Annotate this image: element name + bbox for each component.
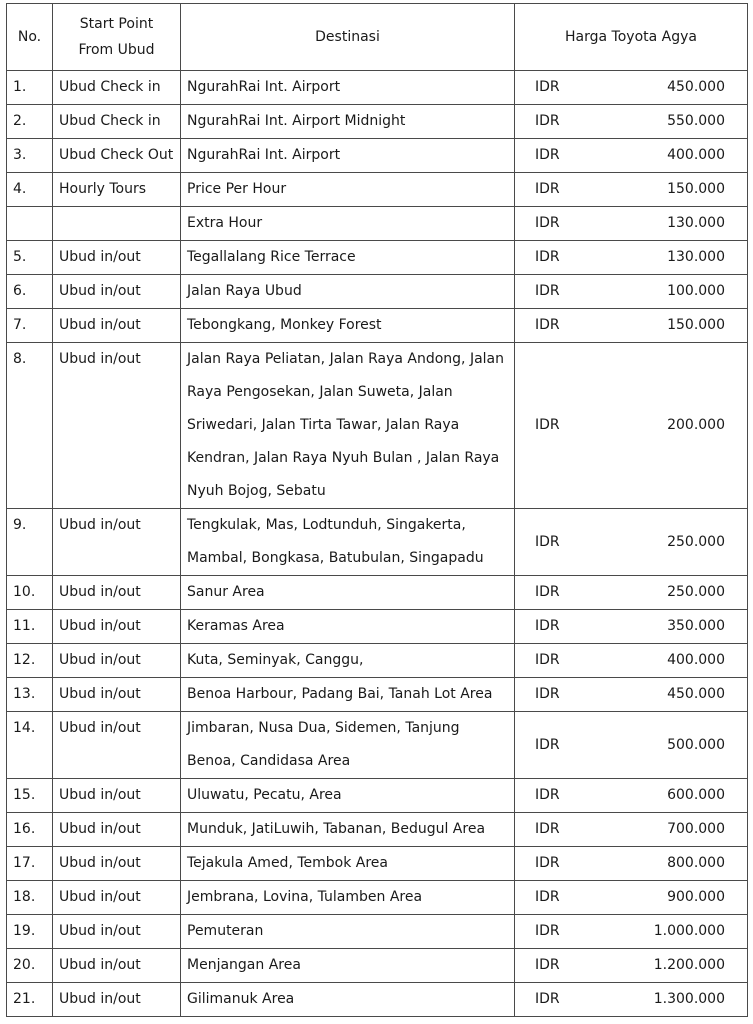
row-currency: IDR bbox=[535, 249, 560, 265]
row-price-cell bbox=[515, 241, 748, 275]
header-no: No. bbox=[7, 4, 53, 71]
row-start-point: Ubud in/out bbox=[53, 678, 181, 712]
row-start-point: Ubud in/out bbox=[53, 779, 181, 813]
row-start-point: Hourly Tours bbox=[53, 173, 181, 207]
row-currency: IDR bbox=[535, 957, 560, 973]
row-number: 3. bbox=[7, 139, 53, 173]
row-destination: Benoa Harbour, Padang Bai, Tanah Lot Area bbox=[181, 678, 515, 712]
row-price: 150.000 bbox=[667, 181, 725, 197]
row-number: 4. bbox=[7, 173, 53, 207]
row-start-point: Ubud Check Out bbox=[53, 139, 181, 173]
row-price: 450.000 bbox=[667, 79, 725, 95]
row-price: 800.000 bbox=[667, 855, 725, 871]
table-row bbox=[7, 309, 748, 343]
row-number: 2. bbox=[7, 105, 53, 139]
header-start-line1: Start Point bbox=[79, 16, 154, 32]
row-start-point: Ubud in/out bbox=[53, 813, 181, 847]
row-start-point: Ubud in/out bbox=[53, 509, 181, 576]
header-destination: Destinasi bbox=[181, 4, 515, 71]
table-header-row bbox=[7, 4, 748, 71]
row-start-point: Ubud in/out bbox=[53, 576, 181, 610]
row-number: 19. bbox=[7, 915, 53, 949]
header-price: Harga Toyota Agya bbox=[515, 4, 748, 71]
row-price-cell bbox=[515, 712, 748, 779]
row-number: 20. bbox=[7, 949, 53, 983]
row-number: 13. bbox=[7, 678, 53, 712]
row-price: 900.000 bbox=[667, 889, 725, 905]
row-price-cell bbox=[515, 139, 748, 173]
row-destination: Tebongkang, Monkey Forest bbox=[181, 309, 515, 343]
row-number: 1. bbox=[7, 71, 53, 105]
row-price: 250.000 bbox=[667, 533, 725, 550]
row-start-point: Ubud in/out bbox=[53, 712, 181, 779]
row-price-cell bbox=[515, 207, 748, 241]
table-row bbox=[7, 576, 748, 610]
row-destination: Tengkulak, Mas, Lodtunduh, Singakerta, Mambal, Bongkasa, Batubulan, Singapadu bbox=[181, 509, 515, 576]
row-destination: Jalan Raya Ubud bbox=[181, 275, 515, 309]
row-price-cell bbox=[515, 779, 748, 813]
row-destination: Pemuteran bbox=[181, 915, 515, 949]
row-start-point bbox=[53, 207, 181, 241]
row-price-cell bbox=[515, 275, 748, 309]
row-price-cell bbox=[515, 915, 748, 949]
row-price-cell bbox=[515, 949, 748, 983]
row-number: 9. bbox=[7, 509, 53, 576]
row-start-point: Ubud in/out bbox=[53, 610, 181, 644]
table-body bbox=[7, 71, 748, 1017]
row-price: 1.200.000 bbox=[653, 957, 725, 973]
table-row bbox=[7, 275, 748, 309]
row-price: 400.000 bbox=[667, 652, 725, 668]
header-start-line2: From Ubud bbox=[78, 42, 155, 58]
row-currency: IDR bbox=[535, 283, 560, 299]
row-number bbox=[7, 207, 53, 241]
row-currency: IDR bbox=[535, 147, 560, 163]
table-row bbox=[7, 915, 748, 949]
row-number: 15. bbox=[7, 779, 53, 813]
row-destination: Price Per Hour bbox=[181, 173, 515, 207]
row-price-cell bbox=[515, 813, 748, 847]
row-price-cell bbox=[515, 343, 748, 509]
row-price: 550.000 bbox=[667, 113, 725, 129]
table-row bbox=[7, 139, 748, 173]
row-price: 500.000 bbox=[667, 736, 725, 753]
table-row bbox=[7, 207, 748, 241]
row-number: 14. bbox=[7, 712, 53, 779]
row-currency: IDR bbox=[535, 533, 560, 550]
row-price-cell bbox=[515, 983, 748, 1017]
row-price: 150.000 bbox=[667, 317, 725, 333]
row-destination: Tejakula Amed, Tembok Area bbox=[181, 847, 515, 881]
row-number: 12. bbox=[7, 644, 53, 678]
row-price-cell bbox=[515, 610, 748, 644]
row-destination: Jimbaran, Nusa Dua, Sidemen, Tanjung Benoa, Candidasa Area bbox=[181, 712, 515, 779]
table-row bbox=[7, 71, 748, 105]
row-destination: Sanur Area bbox=[181, 576, 515, 610]
row-price: 600.000 bbox=[667, 787, 725, 803]
table-row bbox=[7, 173, 748, 207]
row-currency: IDR bbox=[535, 79, 560, 95]
row-price-cell bbox=[515, 881, 748, 915]
table-row bbox=[7, 509, 748, 576]
row-destination: Keramas Area bbox=[181, 610, 515, 644]
row-price: 700.000 bbox=[667, 821, 725, 837]
row-price-cell bbox=[515, 678, 748, 712]
row-number: 10. bbox=[7, 576, 53, 610]
row-price: 400.000 bbox=[667, 147, 725, 163]
row-number: 17. bbox=[7, 847, 53, 881]
table-row bbox=[7, 105, 748, 139]
row-price-cell bbox=[515, 309, 748, 343]
row-start-point: Ubud in/out bbox=[53, 309, 181, 343]
row-price-cell bbox=[515, 644, 748, 678]
table-row bbox=[7, 241, 748, 275]
row-price-cell bbox=[515, 847, 748, 881]
row-start-point: Ubud in/out bbox=[53, 343, 181, 509]
row-number: 8. bbox=[7, 343, 53, 509]
row-number: 16. bbox=[7, 813, 53, 847]
row-price: 1.300.000 bbox=[653, 991, 725, 1007]
table-row bbox=[7, 343, 748, 509]
row-start-point: Ubud in/out bbox=[53, 949, 181, 983]
row-currency: IDR bbox=[535, 652, 560, 668]
table-row bbox=[7, 712, 748, 779]
row-destination: Uluwatu, Pecatu, Area bbox=[181, 779, 515, 813]
row-destination: Kuta, Seminyak, Canggu, bbox=[181, 644, 515, 678]
row-number: 21. bbox=[7, 983, 53, 1017]
row-currency: IDR bbox=[535, 113, 560, 129]
row-destination: Menjangan Area bbox=[181, 949, 515, 983]
header-start-point bbox=[53, 4, 181, 71]
row-price-cell bbox=[515, 105, 748, 139]
row-currency: IDR bbox=[535, 181, 560, 197]
table-row bbox=[7, 610, 748, 644]
row-price: 1.000.000 bbox=[653, 923, 725, 939]
row-price: 100.000 bbox=[667, 283, 725, 299]
row-currency: IDR bbox=[535, 821, 560, 837]
row-number: 11. bbox=[7, 610, 53, 644]
row-number: 5. bbox=[7, 241, 53, 275]
table-row bbox=[7, 881, 748, 915]
row-destination: Munduk, JatiLuwih, Tabanan, Bedugul Area bbox=[181, 813, 515, 847]
row-start-point: Ubud in/out bbox=[53, 983, 181, 1017]
row-price-cell bbox=[515, 509, 748, 576]
row-destination: NgurahRai Int. Airport bbox=[181, 71, 515, 105]
row-start-point: Ubud in/out bbox=[53, 241, 181, 275]
row-price: 350.000 bbox=[667, 618, 725, 634]
row-price: 130.000 bbox=[667, 215, 725, 231]
row-start-point: Ubud Check in bbox=[53, 105, 181, 139]
row-destination: Jalan Raya Peliatan, Jalan Raya Andong, Jalan Raya Pengosekan, Jalan Suweta, Jalan Sriwedari, Jalan Tirta Tawar, Jalan Raya Kendran, Jalan Raya Nyuh Bulan , Jalan Raya Nyuh Bojog, Sebatu bbox=[181, 343, 515, 509]
row-price: 450.000 bbox=[667, 686, 725, 702]
row-currency: IDR bbox=[535, 736, 560, 753]
row-price: 200.000 bbox=[667, 417, 725, 433]
table-row bbox=[7, 949, 748, 983]
price-table bbox=[6, 3, 748, 1017]
row-currency: IDR bbox=[535, 686, 560, 702]
row-currency: IDR bbox=[535, 317, 560, 333]
row-currency: IDR bbox=[535, 889, 560, 905]
table-row bbox=[7, 678, 748, 712]
row-number: 6. bbox=[7, 275, 53, 309]
row-price-cell bbox=[515, 576, 748, 610]
row-destination: NgurahRai Int. Airport bbox=[181, 139, 515, 173]
row-start-point: Ubud in/out bbox=[53, 915, 181, 949]
row-price: 130.000 bbox=[667, 249, 725, 265]
row-destination: Gilimanuk Area bbox=[181, 983, 515, 1017]
row-start-point: Ubud in/out bbox=[53, 881, 181, 915]
row-currency: IDR bbox=[535, 584, 560, 600]
table-row bbox=[7, 644, 748, 678]
row-currency: IDR bbox=[535, 787, 560, 803]
row-start-point: Ubud Check in bbox=[53, 71, 181, 105]
table-row bbox=[7, 847, 748, 881]
row-price-cell bbox=[515, 71, 748, 105]
row-currency: IDR bbox=[535, 855, 560, 871]
row-currency: IDR bbox=[535, 417, 560, 433]
row-destination: NgurahRai Int. Airport Midnight bbox=[181, 105, 515, 139]
row-price: 250.000 bbox=[667, 584, 725, 600]
row-price-cell bbox=[515, 173, 748, 207]
row-start-point: Ubud in/out bbox=[53, 275, 181, 309]
row-currency: IDR bbox=[535, 618, 560, 634]
row-destination: Extra Hour bbox=[181, 207, 515, 241]
row-start-point: Ubud in/out bbox=[53, 644, 181, 678]
row-number: 18. bbox=[7, 881, 53, 915]
table-row bbox=[7, 983, 748, 1017]
row-currency: IDR bbox=[535, 923, 560, 939]
row-currency: IDR bbox=[535, 991, 560, 1007]
row-number: 7. bbox=[7, 309, 53, 343]
row-currency: IDR bbox=[535, 215, 560, 231]
table-row bbox=[7, 779, 748, 813]
row-destination: Jembrana, Lovina, Tulamben Area bbox=[181, 881, 515, 915]
row-start-point: Ubud in/out bbox=[53, 847, 181, 881]
table-row bbox=[7, 813, 748, 847]
row-destination: Tegallalang Rice Terrace bbox=[181, 241, 515, 275]
